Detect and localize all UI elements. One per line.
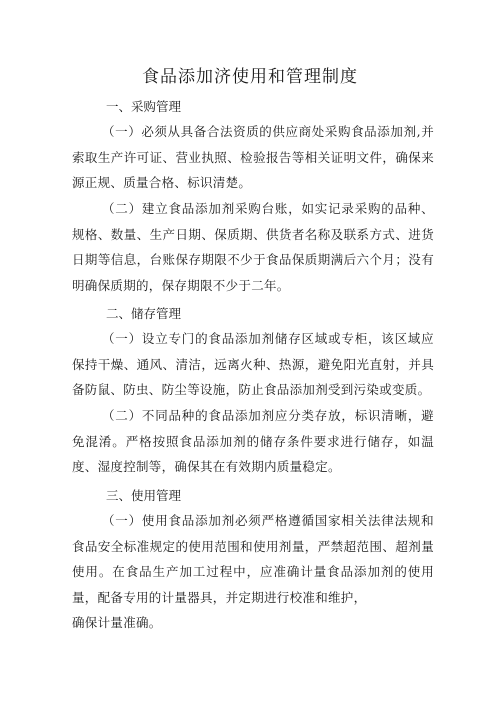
document-title: 食品添加济使用和管理制度 — [142, 67, 358, 87]
section-heading-storage: 二、储存管理 — [106, 306, 182, 321]
paragraph-usage-tail: 确保计量准确。 — [72, 615, 162, 630]
paragraph-storage-1: （一）设立专门的食品添加剂储存区域或专柜，该区域应保持干燥、通风、清洁，远离火种、热源，避免阳光直射，并具备防鼠、防虫、防尘等设施，防止食品添加剂受到污染或变质。 — [72, 331, 434, 397]
paragraph-storage-2: （二）不同品种的食品添加剂应分类存放，标识清晰，避免混淆。严格按照食品添加剂的储存条件要求进行储存，如温度、湿度控制等，确保其在有效期内质量稳定。 — [72, 408, 434, 474]
section-heading-procurement: 一、采购管理 — [106, 99, 182, 114]
paragraph-procurement-2: （二）建立食品添加剂采购台账，如实记录采购的品种、规格、数量、生产日期、保质期、供货者名称及联系方式、进货日期等信息，台账保存期限不少于食品保质期满后六个月；没有明确保质期的，保存期限不少于二年。 — [72, 201, 434, 293]
section-heading-usage: 三、使用管理 — [106, 488, 182, 503]
paragraph-procurement-1: （一）必须从具备合法资质的供应商处采购食品添加剂,并索取生产许可证、营业执照、检验报告等相关证明文件，确保来源正规、质量合格、标识清楚。 — [72, 124, 434, 190]
paragraph-usage-1: （一）使用食品添加剂必须严格遵循国家相关法律法规和食品安全标准规定的使用范围和使用剂量，严禁超范围、超剂量使用。在食品生产加工过程中，应准确计量食品添加剂的使用量，配备专用的计量器具，并定期进行校准和维护， — [72, 513, 434, 605]
